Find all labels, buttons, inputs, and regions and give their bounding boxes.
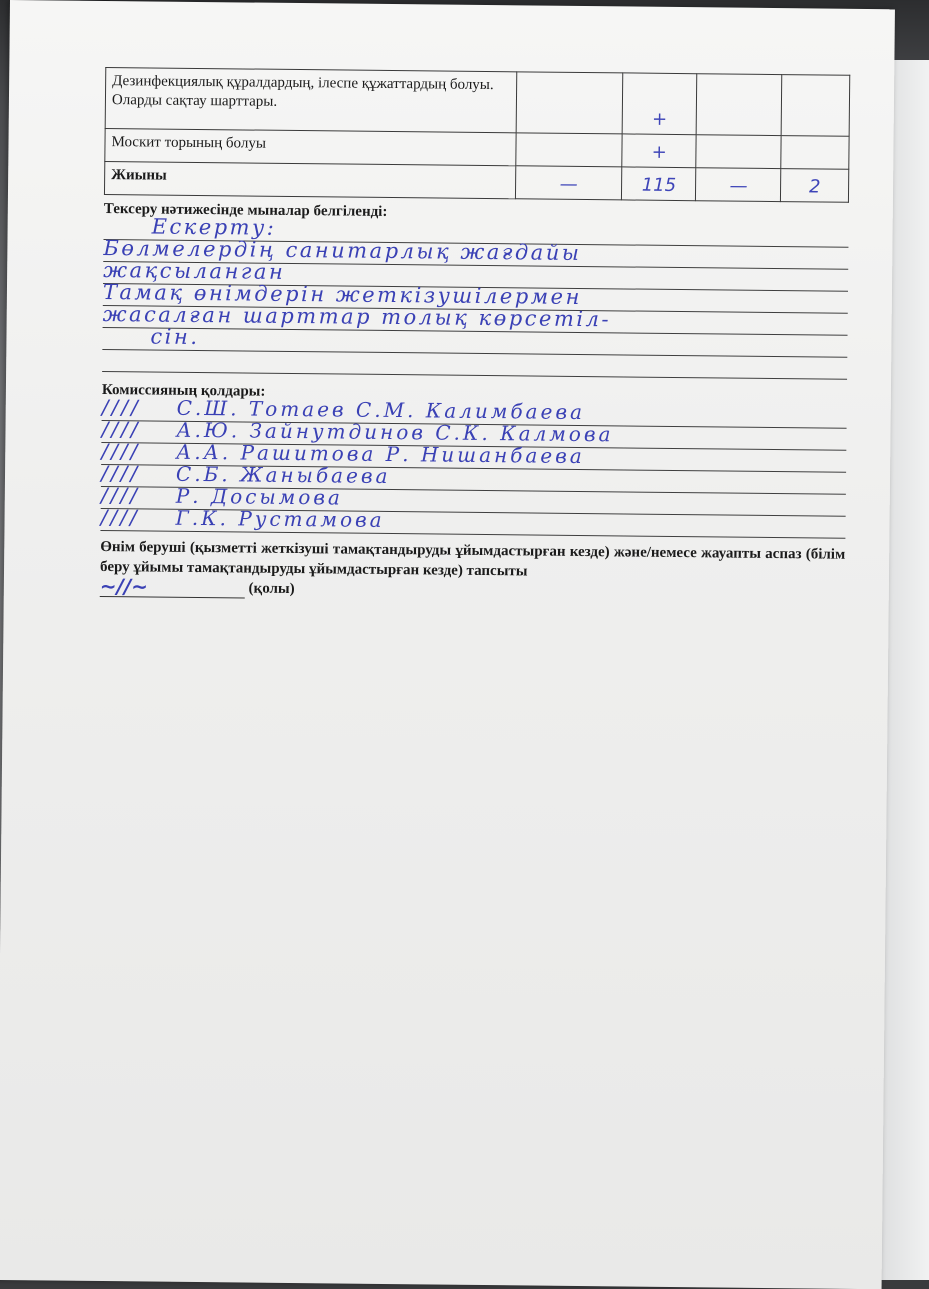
- score-cell: 2: [781, 169, 849, 203]
- handwritten-signature-mark: ~∕∕~: [99, 573, 149, 599]
- handwritten-signature-mark: ∕∕∕∕: [100, 504, 140, 530]
- commission-signatures: [100, 394, 846, 539]
- handwritten-signature-mark: ∕∕∕∕: [101, 438, 141, 464]
- score-cell: [697, 74, 783, 136]
- handwritten-signature-mark: ∕∕∕∕: [100, 460, 141, 486]
- score-cell: [696, 135, 781, 169]
- handwritten-finding: жақсыланган: [103, 257, 286, 284]
- handwritten-signature-mark: ∕∕∕∕: [101, 416, 141, 442]
- handwritten-finding: Ескерту:: [151, 214, 277, 240]
- findings-lines: [102, 214, 849, 380]
- document-content: [100, 67, 851, 605]
- footer-text: Өнім беруші (қызметті жеткізуші тамақтандыруды ұйымдастырған кезде) және/немесе жауапты аспаз (білім беру ұйымы тамақтандыруды ұйымдастырған кезде) тапсыты: [99, 538, 846, 580]
- row-label: Москит торының болуы: [105, 129, 516, 166]
- score-cell: —: [696, 168, 781, 202]
- signatory-name: Г.К. Рустамова: [175, 505, 385, 532]
- sign-caption: (қолы): [248, 580, 295, 598]
- commission-title: Комиссияның қолдары:: [101, 381, 266, 400]
- signatory-name: С.Б. Жаныбаева: [175, 461, 391, 489]
- score-cell: —: [515, 166, 622, 200]
- score-cell: [782, 75, 850, 137]
- signature-blank: [99, 573, 245, 599]
- score-cell: [516, 72, 623, 134]
- signatory-name: С.Ш. Тотаев С.М. Калимбаева: [176, 395, 586, 425]
- table-row: [105, 68, 850, 137]
- row-label: Жиыны: [104, 162, 515, 199]
- signatory-name: А.Ю. Зайнутдинов С.К. Калмова: [176, 417, 614, 447]
- score-cell: 115: [622, 167, 696, 201]
- findings-title: Тексеру нәтижесінде мыналар белгіленді:: [103, 200, 388, 220]
- score-cell: +: [622, 134, 696, 168]
- signatory-name: А.А. Рашитова Р. Нишанбаева: [176, 439, 585, 469]
- score-cell: [516, 133, 623, 167]
- signature-row: [100, 505, 384, 532]
- signatory-name: Р. Досымова: [175, 483, 344, 510]
- checklist-table: [104, 67, 850, 203]
- row-label: Дезинфекциялық құралдардың, ілеспе құжаттардың болуы. Оларды сақтау шарттары.: [105, 68, 517, 133]
- handwritten-signature-mark: ∕∕∕∕: [100, 482, 140, 508]
- handwritten-finding: жасалған шарттар толық көрсетіл-: [102, 301, 612, 332]
- score-cell: [781, 136, 849, 170]
- handwritten-finding: Бөлмелердің санитарлық жағдайы: [103, 235, 582, 265]
- score-cell: +: [622, 73, 697, 135]
- handwritten-finding: сін.: [150, 324, 200, 350]
- handwritten-finding: Тамақ өнімдерін жеткізушілермен: [102, 279, 583, 310]
- table-row: [104, 162, 848, 203]
- handwritten-signature-mark: ∕∕∕∕: [101, 394, 141, 420]
